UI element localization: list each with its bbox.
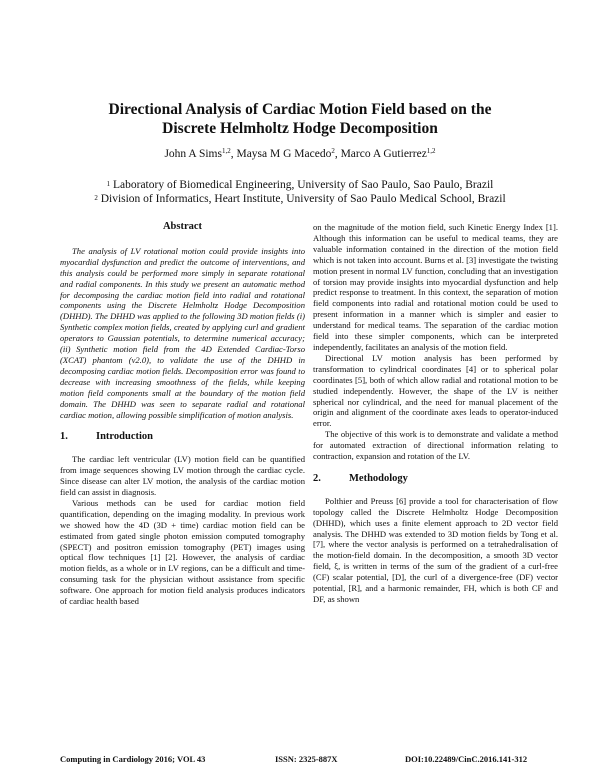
- section-heading-introduction: [60, 432, 305, 443]
- author-superscript: 2: [331, 147, 335, 155]
- title-line-1: Directional Analysis of Cardiac Motion Field based on the: [108, 101, 492, 118]
- affiliation-number: 2: [94, 194, 98, 202]
- author-name: Marco A Gutierrez: [340, 148, 427, 160]
- author-superscript: 1,2: [426, 147, 436, 155]
- affiliation-1: [0, 178, 600, 192]
- affiliation-text: Laboratory of Biomedical Engineering, University of Sao Paulo, Sao Paulo, Brazil: [112, 179, 494, 191]
- section-number: 2.: [313, 472, 321, 484]
- methodology-paragraph-1: Polthier and Preuss [6] provide a tool for characterisation of flow topology called the Discrete Helmholtz Hodge Decomposition (DHHD), which uses a finite element approach to 2D vector field analysis. The DHHD was extended to 3D motion fields by Tong et al. [7], where the vector analysis is performed on a tetrahedralisation of the motion-field domain. In the decomposition, a smooth 3D vector field, ξ, is written in terms of the sum of the gradient of a curl-free (CF) scalar potential, [D], the curl of a divergence-free (DF) vector potential, [R], and a harmonic remainder, FH, which is both CF and DF, as shown: [313, 495, 558, 604]
- author-name: Maysa M G Macedo: [236, 148, 332, 160]
- paper-title: [0, 100, 600, 138]
- author-separator: ,: [230, 148, 237, 160]
- left-column: [60, 222, 305, 607]
- author-separator: ,: [334, 148, 341, 160]
- section-title: Methodology: [349, 472, 408, 484]
- title-line-2: Discrete Helmholtz Hodge Decomposition: [162, 120, 438, 137]
- intro-paragraph-2: Various methods can be used for cardiac motion field quantification, depending on the imaging modality. In previous work we showed how the 4D (3D + time) cardiac motion field can be estimated from gated single photon emission computed tomography (SPECT) and positron emission tomography (PET) images using optical flow techniques [1] [2]. However, the analysis of cardiac motion fields, as a whole or in LV regions, can be a difficult and time-consuming task for the physician without assistance from specific software. One approach for motion field analysis produces indicators of cardiac health based: [60, 497, 305, 607]
- author-list: [0, 148, 600, 160]
- affiliations: [0, 178, 600, 206]
- section-title: Introduction: [96, 431, 153, 443]
- section-heading-methodology: [313, 474, 558, 485]
- affiliation-number: 1: [106, 180, 111, 188]
- affiliation-text: Division of Informatics, Heart Institute, University of Sao Paulo Medical School, Brazil: [100, 193, 506, 205]
- footer-issn: ISSN: 2325-887X: [275, 754, 338, 764]
- author-name: John A Sims: [164, 148, 222, 160]
- section-number: 1.: [60, 431, 68, 443]
- intro-paragraph-4: Directional LV motion analysis has been performed by transformation to cylindrical coordinates [4] or to spherical polar coordinates [5], both of which allow radial and rotational motion to be studied independently. However, the shape of the LV is neither spherical nor cylindrical, and the need for manual placement of the origin and alignment of the coordinate axes leads to operator-induced error.: [313, 352, 558, 429]
- intro-paragraph-3: on the magnitude of the motion field, such Kinetic Energy Index [1]. Although this information can be useful to medical teams, they are valuable information contained in the direction of the motion field which is not taken into account. Burns et al. [3] investigate the twisting motion present in normal LV function, concluding that an investigation of torsion may provide insights into myocardial dysfunction and help predict response to treatment. In this context, the separation of motion field components into radial and rotational motion could be used to present information in a manner which is simpler and easier to understand for medical teams. The separation of the cardiac motion field into these simpler components, which can be interpreted independently, facilitates an analysis of the motion field.: [313, 222, 558, 352]
- intro-paragraph-1: The cardiac left ventricular (LV) motion field can be quantified from image sequences showing LV motion through the cardiac cycle. Since disease can alter LV motion, the analysis of the cardiac motion field can assist in diagnosis.: [60, 454, 305, 498]
- footer-journal: Computing in Cardiology 2016; VOL 43: [60, 754, 206, 764]
- author-superscript: 1,2: [221, 147, 231, 155]
- affiliation-2: [0, 192, 600, 206]
- intro-paragraph-5: The objective of this work is to demonstrate and validate a method for automated extraction of directional information relating to contraction, expansion and rotation of the LV.: [313, 429, 558, 462]
- footer-doi: DOI:10.22489/CinC.2016.141-312: [405, 754, 528, 764]
- abstract-text: The analysis of LV rotational motion could provide insights into myocardial dysfunction and predict the outcome of interventions, and this analysis could be performed more simply in separate rotational and radial components. In this study we present an automatic method for decomposing the cardiac motion field into radial and rotational components using the Discrete Helmholtz Hodge Decomposition (DHHD). The DHHD was applied to the following 3D motion fields (i) Synthetic complex motion fields, created by applying curl and gradient operators to Gaussian potentials, to determine numerical accuracy; (ii) Synthetic motion field from the 4D Extended Cardiac-Torso (XCAT) phantom (v2.0), to validate the use of the DHHD in decomposing cardiac motion fields. Decomposition error was found to decrease with increasing smoothness of the fields, while keeping motion field components small at the boundary of the motion field domain. The DHHD was seen to separate radial and rotational cardiac motion, allowing possible simplification of motion analysis.: [60, 245, 305, 420]
- right-column: [313, 222, 558, 605]
- abstract-heading: Abstract: [162, 221, 203, 232]
